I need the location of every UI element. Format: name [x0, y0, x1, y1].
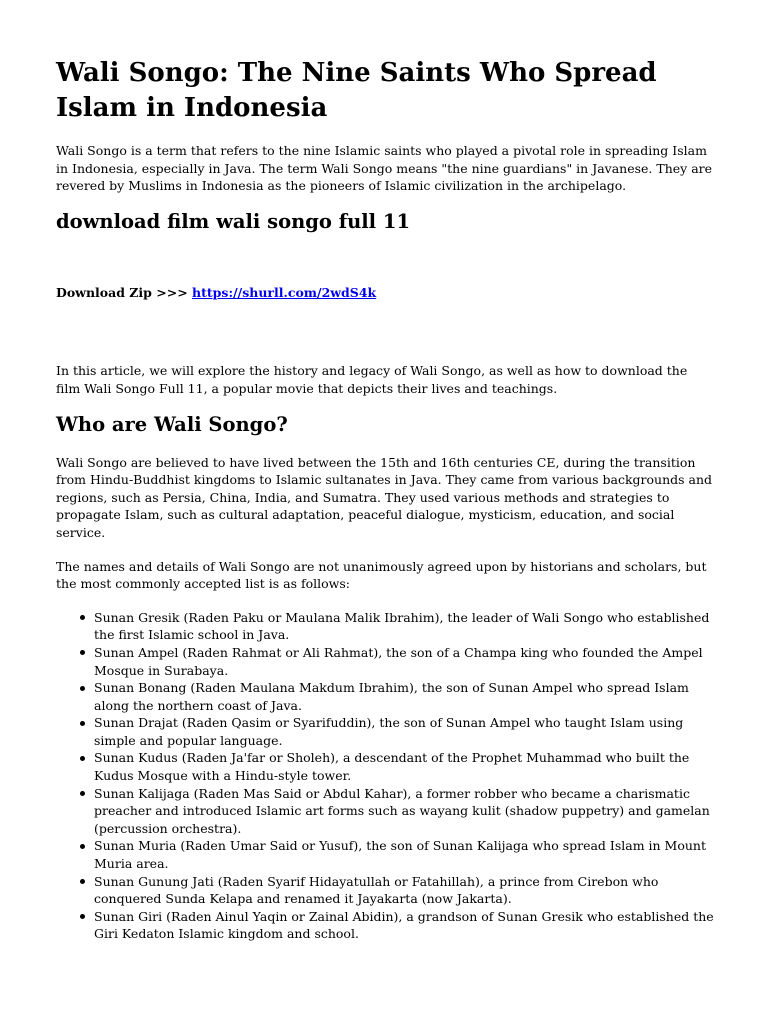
saint-text: Sunan Bonang (Raden Maulana Makdum Ibrahim), the son of Sunan Ampel who spread Islam along the northern coast of Java.: [94, 680, 689, 713]
intro-paragraph: Wali Songo is a term that refers to the nine Islamic saints who played a pivotal role in spreading Islam in Indonesia, especially in Java. The term Wali Songo means "the nine guardians" in Javanese. They are revered by Muslims in Indonesia as the pioneers of Islamic civilization in the archipelago.: [56, 143, 713, 194]
saints-list: [56, 609, 714, 943]
who-heading: Who are Wali Songo?: [56, 412, 288, 436]
saint-text: Sunan Kalijaga (Raden Mas Said or Abdul Kahar), a former robber who became a charismatic preacher and introduced Islamic art forms such as wayang kulit (shadow puppetry) and gamelan (percussion orchestra).: [94, 785, 710, 836]
list-item: [94, 749, 714, 784]
list-item: [94, 837, 714, 872]
download-heading: download film wali songo full 11: [56, 209, 411, 233]
saint-text: Sunan Gunung Jati (Raden Syarif Hidayatullah or Fatahillah), a prince from Cirebon who conquered Sunda Kelapa and renamed it Jayakarta (now Jakarta).: [94, 873, 659, 907]
saint-text: Sunan Muria (Raden Umar Said or Yusuf), the son of Sunan Kalijaga who spread Islam in Mount Muria area.: [94, 838, 707, 872]
who-paragraph-1: Wali Songo are believed to have lived between the 15th and 16th centuries CE, during the transition from Hindu-Buddhist kingdoms to Islamic sultanates in Java. They came from various backgrounds and regions, such as Persia, China, India, and Sumatra. They used various methods and strategies to propagate Islam, such as cultural adaptation, peaceful dialogue, mysticism, education, and social service.: [56, 454, 713, 540]
list-item: [94, 609, 714, 644]
bullet-icon: [80, 686, 85, 691]
who-paragraph-2: The names and details of Wali Songo are not unanimously agreed upon by historians and scholars, but the most commonly accepted list is as follows:: [56, 558, 707, 592]
saint-text: Sunan Giri (Raden Ainul Yaqin or Zainal Abidin), a grandson of Sunan Gresik who established the Giri Kedaton Islamic kingdom and school.: [94, 908, 714, 942]
list-item: [94, 785, 714, 838]
bullet-icon: [80, 844, 85, 849]
download-link[interactable]: https://shurll.com/2wdS4k: [192, 284, 377, 300]
list-item: [94, 908, 714, 943]
list-item: [94, 644, 714, 679]
list-item: [94, 873, 714, 908]
bullet-icon: [80, 721, 85, 726]
bullet-icon: [80, 791, 85, 796]
saint-text: Sunan Ampel (Raden Rahmat or Ali Rahmat), the son of a Champa king who founded the Ampel Mosque in Surabaya.: [94, 644, 703, 678]
page-title: Wali Songo: The Nine Saints Who Spread Islam in Indonesia: [56, 58, 657, 123]
download-line: [56, 284, 714, 302]
bullet-icon: [80, 756, 85, 761]
bullet-icon: [80, 914, 85, 919]
saint-text: Sunan Gresik (Raden Paku or Maulana Malik Ibrahim), the leader of Wali Songo who established the first Islamic school in Java.: [94, 609, 710, 643]
list-item: [94, 714, 714, 749]
saint-text: Sunan Drajat (Raden Qasim or Syarifuddin), the son of Sunan Ampel who taught Islam using simple and popular language.: [94, 715, 684, 748]
saint-text: Sunan Kudus (Raden Ja'far or Sholeh), a descendant of the Prophet Muhammad who built the Kudus Mosque with a Hindu-style tower.: [94, 750, 690, 784]
list-item: [94, 679, 714, 714]
download-label: Download Zip >>>: [56, 284, 193, 300]
article-intro-paragraph: In this article, we will explore the history and legacy of Wali Songo, as well as how to download the film Wali Songo Full 11, a popular movie that depicts their lives and teachings.: [56, 363, 688, 396]
bullet-icon: [80, 879, 85, 884]
bullet-icon: [80, 615, 85, 620]
bullet-icon: [80, 650, 85, 655]
